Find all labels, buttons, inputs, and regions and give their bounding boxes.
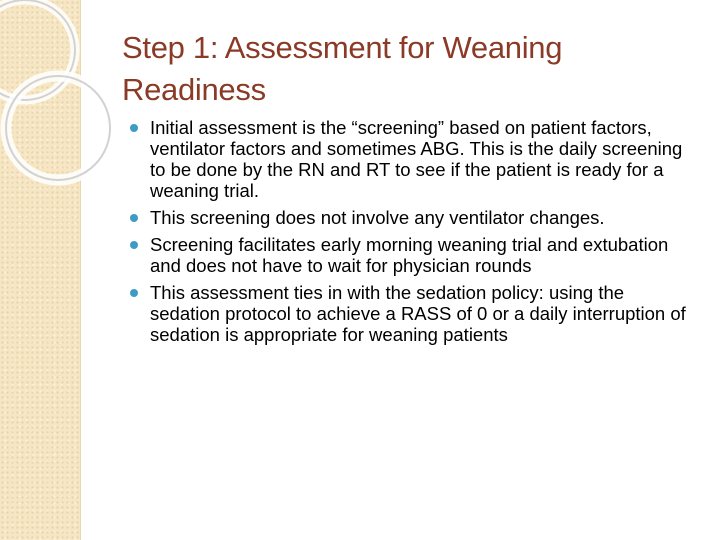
bullet-list [129, 117, 694, 351]
slide-title: Step 1: Assessment for Weaning Readiness [122, 30, 563, 107]
bullet-text: This assessment ties in with the sedation policy: using the sedation protocol to achieve a RASS of 0 or a daily interruption of sedation is appropriate for weaning patients [150, 282, 686, 345]
bullet-text: This screening does not involve any ventilator changes. [150, 207, 605, 228]
bullet-item [129, 234, 694, 276]
bullet-item [129, 117, 694, 201]
circle-bullet-icon [130, 289, 138, 297]
ring-decoration-icon [0, 0, 130, 260]
bullet-item [129, 282, 694, 345]
circle-bullet-icon [130, 124, 138, 132]
bullet-text: Initial assessment is the “screening” based on patient factors, ventilator factors and sometimes ABG. This is the daily screening to be done by the RN and RT to see if the patient is ready for a weaning trial. [150, 117, 683, 201]
bullet-item [129, 207, 694, 228]
circle-bullet-icon [130, 241, 138, 249]
circle-bullet-icon [130, 214, 138, 222]
bullet-text: Screening facilitates early morning weaning trial and extubation and does not have to wait for physician rounds [150, 234, 669, 276]
